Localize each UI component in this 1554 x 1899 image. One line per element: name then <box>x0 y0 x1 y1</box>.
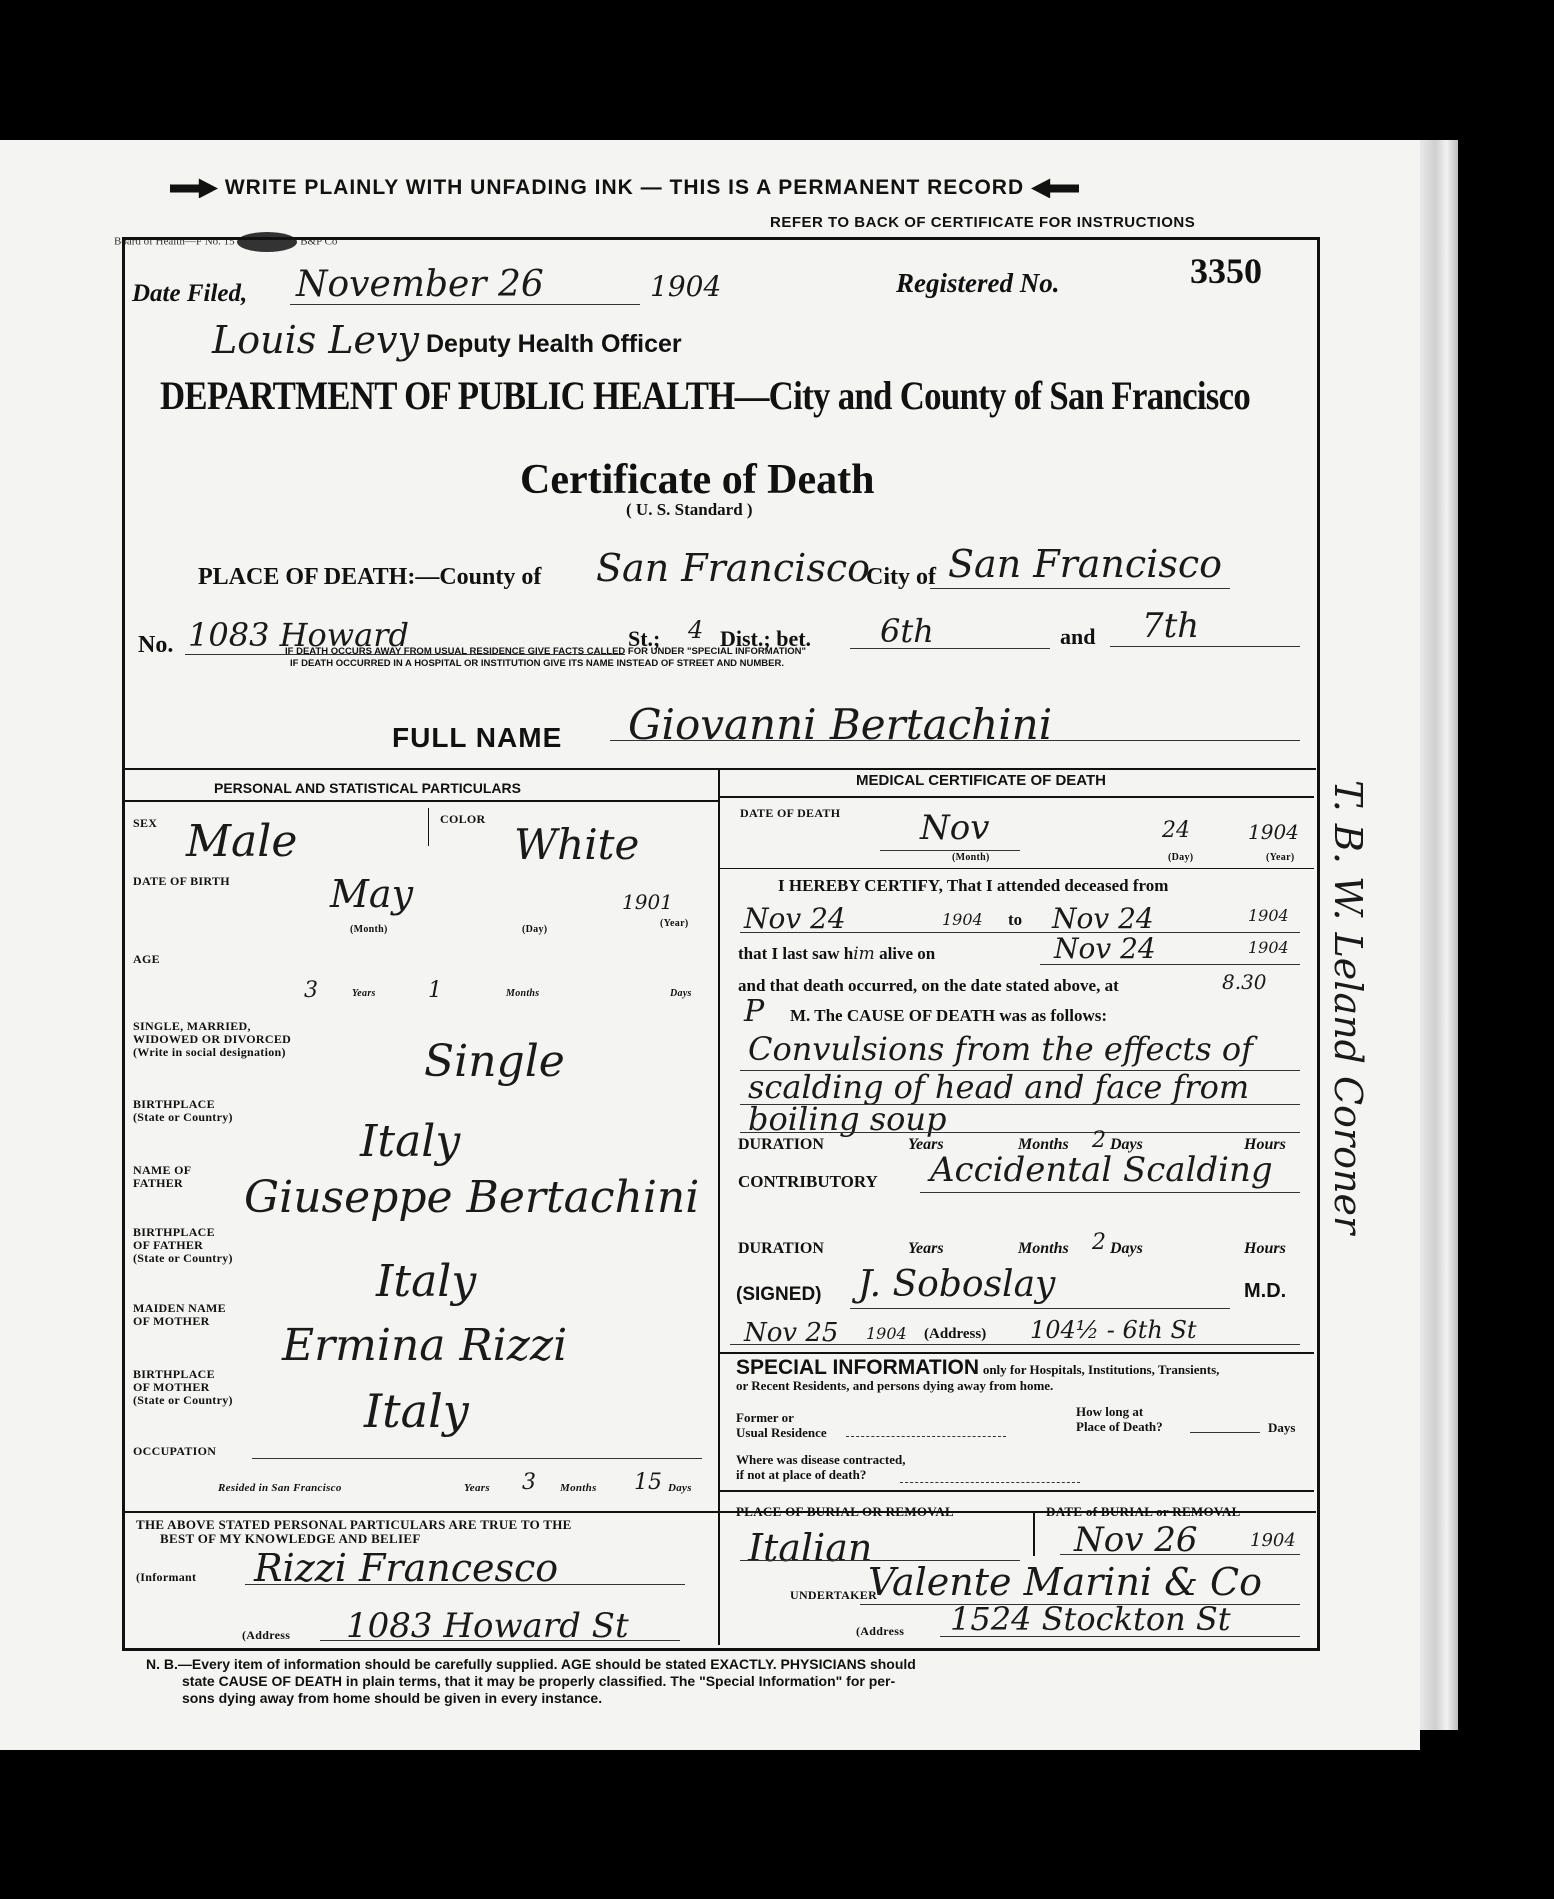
burial-place: Italian <box>748 1526 873 1570</box>
resided-months: 15 <box>634 1470 662 1495</box>
duration-days-label: Days <box>1110 1136 1143 1153</box>
registered-label: Registered No. <box>896 268 1060 298</box>
last-saw-year: 1904 <box>1248 938 1289 957</box>
resided-days-label: Days <box>668 1482 692 1494</box>
father-label: NAME OF FATHER <box>133 1163 192 1190</box>
dob-label: DATE OF BIRTH <box>133 874 230 888</box>
attended-from-year: 1904 <box>942 910 983 929</box>
mother-label: MAIDEN NAME OF MOTHER <box>133 1301 226 1328</box>
informant-label: (Informant <box>136 1570 197 1584</box>
former-residence-label: Former or Usual Residence <box>736 1410 827 1440</box>
death-month-label: (Month) <box>952 852 990 863</box>
attended-to-year: 1904 <box>1248 906 1289 925</box>
death-year: 1904 <box>1248 820 1299 844</box>
how-long-label: How long at Place of Death? <box>1076 1404 1163 1434</box>
district-label: Dist.; bet. <box>720 626 812 651</box>
street-address: 1083 Howard <box>188 616 410 654</box>
signed-label: (SIGNED) <box>736 1284 822 1305</box>
cause-label: M. The CAUSE OF DEATH was as follows: <box>790 1006 1108 1025</box>
age-days-label: Days <box>670 988 692 999</box>
occupation-label: OCCUPATION <box>133 1444 217 1458</box>
duration-label: DURATION <box>738 1136 824 1153</box>
last-saw-date: Nov 24 <box>1054 932 1156 965</box>
date-filed-year: 1904 <box>650 270 722 303</box>
birthplace-label: BIRTHPLACE (State or Country) <box>133 1097 233 1124</box>
cause-line-2: scalding of head and face from <box>748 1068 1250 1106</box>
district-value: 4 <box>688 616 704 644</box>
undertaker-address: 1524 Stockton St <box>950 1600 1231 1638</box>
refer-note: REFER TO BACK OF CERTIFICATE FOR INSTRUCTIONS <box>770 214 1196 231</box>
attended-to: Nov 24 <box>1052 902 1154 935</box>
footer-note: N. B.—Every item of information should be carefully supplied. AGE should be stated EXACTLY. PHYSICIANS should state CAUSE OF DEATH in plain terms, that it may be properly classified. The "Special Information" for per- sons dying away from home should be given in every instance. <box>146 1656 916 1706</box>
death-month: Nov <box>920 808 990 848</box>
city-value: San Francisco <box>948 542 1222 586</box>
dob-year: 1901 <box>622 890 673 914</box>
date-filed-value: November 26 <box>296 264 544 305</box>
physician-address-label: (Address) <box>924 1326 987 1342</box>
mother-birthplace: Italy <box>364 1384 469 1438</box>
officer-signature: Louis Levy <box>212 318 419 362</box>
duration2-hours-label: Hours <box>1244 1240 1286 1257</box>
margin-coroner-note: T. B. W. Leland Coroner <box>1326 780 1370 1235</box>
between-street-1: 6th <box>880 612 934 650</box>
burial-date: Nov 26 <box>1074 1520 1198 1560</box>
resided-years: 3 <box>522 1470 536 1495</box>
age-months: 1 <box>428 978 442 1003</box>
age-years-label: Years <box>352 988 376 999</box>
duration2-label: DURATION <box>738 1240 824 1257</box>
father-birthplace: Italy <box>376 1256 477 1307</box>
age-label: AGE <box>133 952 160 966</box>
age-months-label: Months <box>506 988 540 999</box>
undertaker-label: UNDERTAKER <box>790 1588 878 1602</box>
county-value: San Francisco <box>596 546 870 590</box>
sex-value: Male <box>186 816 298 867</box>
between-street-2: 7th <box>1142 606 1200 646</box>
duration-years-label: Years <box>908 1136 944 1153</box>
informant-name: Rizzi Francesco <box>254 1546 559 1590</box>
full-name-label: FULL NAME <box>392 722 563 753</box>
dob-year-label: (Year) <box>660 918 689 929</box>
how-long-days-label: Days <box>1268 1420 1296 1435</box>
attended-from: Nov 24 <box>744 902 846 935</box>
undertaker-address-label: (Address <box>856 1624 905 1638</box>
death-day: 24 <box>1162 818 1190 843</box>
cause-line-3: boiling soup <box>748 1100 947 1138</box>
death-day-label: (Day) <box>1168 852 1194 863</box>
duration2-days-value: 2 <box>1092 1230 1106 1255</box>
cause-line-1: Convulsions from the effects of <box>748 1030 1253 1068</box>
meridian-value: P <box>744 994 765 1029</box>
mother-birthplace-label: BIRTHPLACE OF MOTHER (State or Country) <box>133 1367 233 1407</box>
physician-signature: J. Soboslay <box>858 1264 1056 1305</box>
burial-date-label: DATE of BURIAL or REMOVAL <box>1046 1504 1241 1519</box>
dob-month: May <box>330 872 414 916</box>
city-label: City of <box>866 564 936 590</box>
signed-year: 1904 <box>866 1324 907 1343</box>
place-of-death-label: PLACE OF DEATH:—County of <box>198 564 542 590</box>
duration2-months-label: Months <box>1018 1240 1069 1257</box>
birthplace-value: Italy <box>360 1116 461 1167</box>
informant-address-label: (Address <box>242 1628 291 1642</box>
undertaker-name: Valente Marini & Co <box>868 1560 1263 1604</box>
duration-months-label: Months <box>1018 1136 1069 1153</box>
certificate-title: Certificate of Death <box>520 457 875 503</box>
top-banner <box>170 176 1079 200</box>
place-note-1: IF DEATH OCCURS AWAY FROM USUAL RESIDENCE GIVE FACTS CALLED FOR UNDER "SPECIAL INFORMATION" <box>285 646 806 657</box>
marital-label: SINGLE, MARRIED, WIDOWED OR DIVORCED (Write in social designation) <box>133 1019 292 1059</box>
contracted-label: Where was disease contracted, if not at place of death? <box>736 1452 906 1482</box>
dob-month-label: (Month) <box>350 924 388 935</box>
last-saw-text: that I last saw him alive on <box>738 944 936 964</box>
place-note-2: IF DEATH OCCURRED IN A HOSPITAL OR INSTITUTION GIVE ITS NAME INSTEAD OF STREET AND NUMBER. <box>290 658 785 669</box>
mother-name: Ermina Rizzi <box>282 1320 568 1371</box>
duration-days-value: 2 <box>1092 1128 1106 1153</box>
to-label: to <box>1008 910 1023 929</box>
burial-place-label: PLACE OF BURIAL OR REMOVAL <box>736 1504 954 1519</box>
father-birthplace-label: BIRTHPLACE OF FATHER (State or Country) <box>133 1225 233 1265</box>
signed-date: Nov 25 <box>744 1318 839 1348</box>
officer-title: Deputy Health Officer <box>426 330 682 358</box>
informant-address: 1083 Howard St <box>346 1606 629 1646</box>
resided-years-label: Years <box>464 1482 490 1494</box>
duration2-days-label: Days <box>1110 1240 1143 1257</box>
sex-label: SEX <box>133 816 158 830</box>
marital-value: Single <box>424 1036 565 1087</box>
medical-heading: MEDICAL CERTIFICATE OF DEATH <box>856 772 1106 789</box>
duration2-years-label: Years <box>908 1240 944 1257</box>
special-heading-line2: or Recent Residents, and persons dying away from home. <box>736 1378 1054 1393</box>
death-year-label: (Year) <box>1266 852 1295 863</box>
personal-heading: PERSONAL AND STATISTICAL PARTICULARS <box>214 780 521 796</box>
standard-label: ( U. S. Standard ) <box>626 500 753 519</box>
page-edge <box>1420 140 1458 1730</box>
resided-label: Resided in San Francisco <box>218 1482 342 1494</box>
physician-address: 104½ - 6th St <box>1030 1316 1197 1344</box>
father-name: Giuseppe Bertachini <box>244 1172 700 1223</box>
duration-hours-label: Hours <box>1244 1136 1286 1153</box>
certify-text: I HEREBY CERTIFY, That I attended deceased from <box>778 876 1169 895</box>
color-label: COLOR <box>440 812 486 826</box>
color-value: White <box>514 820 640 869</box>
dob-day-label: (Day) <box>522 924 548 935</box>
form-code: Board of Health—F No. 15 B&P Co <box>114 232 337 252</box>
age-years: 3 <box>304 978 318 1003</box>
st-label: St.; <box>628 626 661 651</box>
pointing-hand-left-icon <box>1031 178 1079 198</box>
occurred-text: and that death occurred, on the date stated above, at <box>738 976 1119 995</box>
death-time: 8.30 <box>1222 970 1267 994</box>
registered-number: 3350 <box>1190 251 1262 291</box>
burial-date-year: 1904 <box>1250 1530 1296 1551</box>
date-filed-label: Date Filed, <box>132 280 248 307</box>
special-heading: SPECIAL INFORMATION only for Hospitals, Institutions, Transients, <box>736 1356 1220 1379</box>
resided-months-label: Months <box>560 1482 597 1494</box>
informant-statement: THE ABOVE STATED PERSONAL PARTICULARS ARE TRUE TO THE BEST OF MY KNOWLEDGE AND BELIEF <box>136 1517 572 1546</box>
department-title: DEPARTMENT OF PUBLIC HEALTH—City and County of San Francisco <box>160 373 1251 418</box>
md-label: M.D. <box>1244 1280 1287 1302</box>
contributory-value: Accidental Scalding <box>930 1150 1273 1190</box>
full-name-value: Giovanni Bertachini <box>628 700 1053 749</box>
contributory-label: CONTRIBUTORY <box>738 1172 878 1191</box>
pointing-hand-icon <box>170 178 218 198</box>
top-banner-text: WRITE PLAINLY WITH UNFADING INK — THIS IS A PERMANENT RECORD <box>224 176 1025 199</box>
date-of-death-label: DATE OF DEATH <box>740 806 841 820</box>
no-label: No. <box>138 632 174 658</box>
and-label: and <box>1060 624 1096 649</box>
